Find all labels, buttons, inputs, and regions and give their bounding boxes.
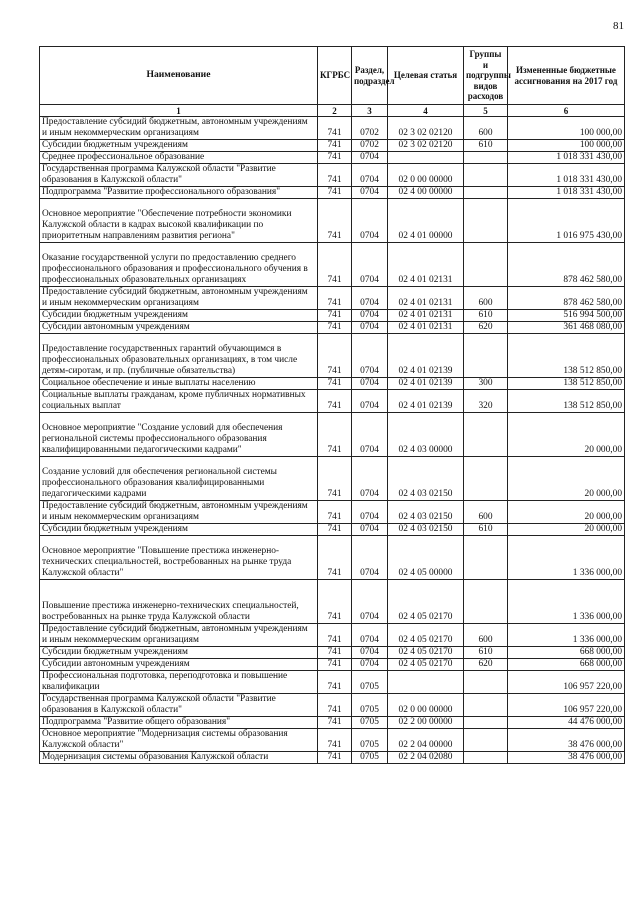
row-name-cell: Государственная программа Калужской области "Развитие образования в Калужской области" [40,694,318,717]
table-row [40,243,625,287]
table-row [40,140,625,152]
row-section-cell: 0704 [352,524,388,536]
row-name-cell: Создание условий для обеспечения региональной системы профессионального образования квалифицированными педагогическими кадрами [40,457,318,501]
row-target-cell: 02 4 05 00000 [388,536,464,580]
row-amount-cell: 106 957 220,00 [508,671,625,694]
row-kgrbs-cell: 741 [318,310,352,322]
row-name-cell: Социальное обеспечение и иные выплаты населению [40,378,318,390]
row-group-cell: 300 [464,378,508,390]
header-name: Наименование [40,47,318,105]
row-section-cell: 0704 [352,243,388,287]
row-target-cell: 02 4 03 02150 [388,501,464,524]
row-kgrbs-cell: 741 [318,624,352,647]
row-kgrbs-cell: 741 [318,152,352,164]
row-section-cell: 0704 [352,152,388,164]
row-section-cell: 0705 [352,671,388,694]
table-row [40,659,625,671]
row-kgrbs-cell: 741 [318,390,352,413]
row-target-cell: 02 2 04 00000 [388,729,464,752]
row-target-cell: 02 4 01 02131 [388,322,464,334]
row-target-cell: 02 4 01 02139 [388,378,464,390]
row-section-cell: 0704 [352,457,388,501]
table-row [40,536,625,580]
row-target-cell: 02 4 05 02170 [388,580,464,624]
row-target-cell [388,671,464,694]
row-kgrbs-cell: 741 [318,187,352,199]
row-group-cell: 600 [464,287,508,310]
row-target-cell: 02 4 03 00000 [388,413,464,457]
row-target-cell: 02 4 01 02131 [388,243,464,287]
row-amount-cell: 878 462 580,00 [508,243,625,287]
row-target-cell: 02 0 00 00000 [388,164,464,187]
row-name-cell: Предоставление субсидий бюджетным, автономным учреждениям и иным некоммерческим организациям [40,287,318,310]
row-name-cell: Предоставление субсидий бюджетным, автономным учреждениям и иным некоммерческим организациям [40,501,318,524]
row-section-cell: 0705 [352,729,388,752]
row-target-cell: 02 3 02 02120 [388,140,464,152]
header-kgrbs: КГРБС [318,47,352,105]
row-target-cell: 02 4 05 02170 [388,624,464,647]
header-target: Целевая статья [388,47,464,105]
row-name-cell: Основное мероприятие "Модернизация системы образования Калужской области" [40,729,318,752]
table-row [40,334,625,378]
table-body [40,117,625,764]
row-amount-cell: 516 994 500,00 [508,310,625,322]
row-name-cell: Предоставление государственных гарантий обучающимся в профессиональных образовательных организациях, в том числе детям-сиротам, и пр. (публичные обязательства) [40,334,318,378]
row-target-cell: 02 2 04 02080 [388,752,464,764]
row-group-cell [464,717,508,729]
row-amount-cell: 878 462 580,00 [508,287,625,310]
row-name-cell: Субсидии бюджетным учреждениям [40,524,318,536]
row-section-cell: 0704 [352,536,388,580]
table-row [40,580,625,624]
row-name-cell: Социальные выплаты гражданам, кроме публичных нормативных социальных выплат [40,390,318,413]
row-section-cell: 0704 [352,322,388,334]
row-section-cell: 0704 [352,659,388,671]
table-row [40,729,625,752]
row-kgrbs-cell: 741 [318,729,352,752]
row-name-cell: Субсидии бюджетным учреждениям [40,140,318,152]
row-section-cell: 0704 [352,501,388,524]
row-amount-cell: 38 476 000,00 [508,729,625,752]
row-name-cell: Подпрограмма "Развитие профессионального образования" [40,187,318,199]
header-groups: Группы и подгруппы видов расходов [464,47,508,105]
row-section-cell: 0704 [352,390,388,413]
row-name-cell: Модернизация системы образования Калужской области [40,752,318,764]
budget-table [39,46,625,764]
row-kgrbs-cell: 741 [318,164,352,187]
row-section-cell: 0704 [352,199,388,243]
row-target-cell: 02 2 00 00000 [388,717,464,729]
row-target-cell [388,152,464,164]
row-target-cell: 02 4 01 02131 [388,287,464,310]
row-section-cell: 0704 [352,287,388,310]
row-target-cell: 02 4 05 02170 [388,659,464,671]
row-name-cell: Профессиональная подготовка, переподготовка и повышение квалификации [40,671,318,694]
row-kgrbs-cell: 741 [318,199,352,243]
row-section-cell: 0704 [352,334,388,378]
row-kgrbs-cell: 741 [318,334,352,378]
row-kgrbs-cell: 741 [318,140,352,152]
row-target-cell: 02 4 03 02150 [388,524,464,536]
row-kgrbs-cell: 741 [318,243,352,287]
row-group-cell [464,694,508,717]
row-target-cell: 02 4 01 02139 [388,334,464,378]
table-row [40,164,625,187]
row-target-cell: 02 4 01 00000 [388,199,464,243]
row-amount-cell: 44 476 000,00 [508,717,625,729]
row-group-cell [464,243,508,287]
row-group-cell: 620 [464,322,508,334]
row-kgrbs-cell: 741 [318,524,352,536]
header-amount: Измененные бюджетные ассигнования на 2017 год [508,47,625,105]
row-group-cell [464,536,508,580]
row-kgrbs-cell: 741 [318,536,352,580]
row-group-cell: 610 [464,524,508,536]
column-number: 4 [388,105,464,117]
row-section-cell: 0704 [352,413,388,457]
row-amount-cell: 1 336 000,00 [508,536,625,580]
row-name-cell: Государственная программа Калужской области "Развитие образования в Калужской области" [40,164,318,187]
budget-table-sheet [39,46,624,764]
row-name-cell: Оказание государственной услуги по предоставлению среднего профессионального образования и профессионального обучения в профессиональных образовательных организациях [40,243,318,287]
row-group-cell [464,671,508,694]
row-name-cell: Субсидии бюджетным учреждениям [40,647,318,659]
row-name-cell: Субсидии автономным учреждениям [40,322,318,334]
row-section-cell: 0702 [352,140,388,152]
row-group-cell: 610 [464,647,508,659]
row-target-cell: 02 3 02 02120 [388,117,464,140]
row-amount-cell: 20 000,00 [508,413,625,457]
row-kgrbs-cell: 741 [318,501,352,524]
row-section-cell: 0704 [352,624,388,647]
row-name-cell: Среднее профессиональное образование [40,152,318,164]
column-number: 1 [40,105,318,117]
table-row [40,117,625,140]
row-target-cell: 02 4 01 02139 [388,390,464,413]
row-section-cell: 0705 [352,752,388,764]
row-amount-cell: 1 018 331 430,00 [508,164,625,187]
row-amount-cell: 668 000,00 [508,647,625,659]
row-name-cell: Субсидии автономным учреждениям [40,659,318,671]
column-number: 6 [508,105,625,117]
row-section-cell: 0702 [352,117,388,140]
row-kgrbs-cell: 741 [318,378,352,390]
row-name-cell: Субсидии бюджетным учреждениям [40,310,318,322]
column-number: 3 [352,105,388,117]
row-kgrbs-cell: 741 [318,694,352,717]
table-row [40,390,625,413]
row-target-cell: 02 4 00 00000 [388,187,464,199]
table-row [40,457,625,501]
row-amount-cell: 100 000,00 [508,117,625,140]
row-group-cell [464,729,508,752]
row-name-cell: Основное мероприятие "Повышение престижа инженерно-технических специальностей, востребованных на рынке труда Калужской области" [40,536,318,580]
table-row [40,752,625,764]
row-kgrbs-cell: 741 [318,413,352,457]
row-group-cell: 320 [464,390,508,413]
row-group-cell [464,457,508,501]
row-amount-cell: 20 000,00 [508,501,625,524]
table-row [40,694,625,717]
row-amount-cell: 38 476 000,00 [508,752,625,764]
row-amount-cell: 138 512 850,00 [508,334,625,378]
table-row [40,378,625,390]
row-group-cell: 600 [464,117,508,140]
row-group-cell [464,413,508,457]
row-section-cell: 0704 [352,580,388,624]
row-section-cell: 0704 [352,378,388,390]
row-group-cell: 600 [464,624,508,647]
table-header-row [40,47,625,105]
row-amount-cell: 1 018 331 430,00 [508,152,625,164]
table-row [40,624,625,647]
row-kgrbs-cell: 741 [318,659,352,671]
row-amount-cell: 100 000,00 [508,140,625,152]
row-name-cell: Подпрограмма "Развитие общего образования" [40,717,318,729]
row-target-cell: 02 4 03 02150 [388,457,464,501]
row-target-cell: 02 0 00 00000 [388,694,464,717]
row-section-cell: 0704 [352,647,388,659]
column-number: 5 [464,105,508,117]
row-section-cell: 0704 [352,164,388,187]
table-row [40,647,625,659]
row-kgrbs-cell: 741 [318,717,352,729]
row-section-cell: 0704 [352,187,388,199]
column-number-row [40,105,625,117]
row-kgrbs-cell: 741 [318,457,352,501]
row-amount-cell: 361 468 080,00 [508,322,625,334]
row-amount-cell: 1 016 975 430,00 [508,199,625,243]
row-amount-cell: 1 336 000,00 [508,580,625,624]
table-row [40,501,625,524]
row-section-cell: 0705 [352,694,388,717]
page-number: 81 [613,20,624,32]
row-section-cell: 0705 [352,717,388,729]
row-kgrbs-cell: 741 [318,117,352,140]
row-group-cell: 610 [464,140,508,152]
table-row [40,287,625,310]
row-group-cell: 620 [464,659,508,671]
row-group-cell [464,152,508,164]
row-name-cell: Основное мероприятие "Обеспечение потребности экономики Калужской области в кадрах высокой квалификации по приоритетным направлениям развития региона" [40,199,318,243]
row-target-cell: 02 4 05 02170 [388,647,464,659]
table-row [40,413,625,457]
row-kgrbs-cell: 741 [318,322,352,334]
table-row [40,199,625,243]
row-amount-cell: 138 512 850,00 [508,378,625,390]
row-group-cell: 610 [464,310,508,322]
row-kgrbs-cell: 741 [318,752,352,764]
row-amount-cell: 668 000,00 [508,659,625,671]
table-row [40,671,625,694]
table-row [40,152,625,164]
row-name-cell: Предоставление субсидий бюджетным, автономным учреждениям и иным некоммерческим организациям [40,117,318,140]
row-section-cell: 0704 [352,310,388,322]
row-name-cell: Предоставление субсидий бюджетным, автономным учреждениям и иным некоммерческим организациям [40,624,318,647]
row-amount-cell: 1 336 000,00 [508,624,625,647]
row-group-cell [464,187,508,199]
table-row [40,524,625,536]
row-kgrbs-cell: 741 [318,580,352,624]
row-kgrbs-cell: 741 [318,647,352,659]
row-amount-cell: 20 000,00 [508,524,625,536]
row-group-cell: 600 [464,501,508,524]
row-name-cell: Основное мероприятие "Создание условий для обеспечения региональной системы профессионального образования квалифицированными педагогическими кадрами" [40,413,318,457]
column-number: 2 [318,105,352,117]
row-group-cell [464,752,508,764]
row-group-cell [464,580,508,624]
row-amount-cell: 20 000,00 [508,457,625,501]
header-section: Раздел, подраздел [352,47,388,105]
row-amount-cell: 138 512 850,00 [508,390,625,413]
row-amount-cell: 1 018 331 430,00 [508,187,625,199]
table-row [40,322,625,334]
row-group-cell [464,199,508,243]
row-kgrbs-cell: 741 [318,287,352,310]
row-name-cell: Повышение престижа инженерно-технических специальностей, востребованных на рынке труда Калужской области [40,580,318,624]
table-row [40,310,625,322]
row-group-cell [464,164,508,187]
table-row [40,187,625,199]
row-target-cell: 02 4 01 02131 [388,310,464,322]
row-kgrbs-cell: 741 [318,671,352,694]
table-row [40,717,625,729]
row-group-cell [464,334,508,378]
row-amount-cell: 106 957 220,00 [508,694,625,717]
